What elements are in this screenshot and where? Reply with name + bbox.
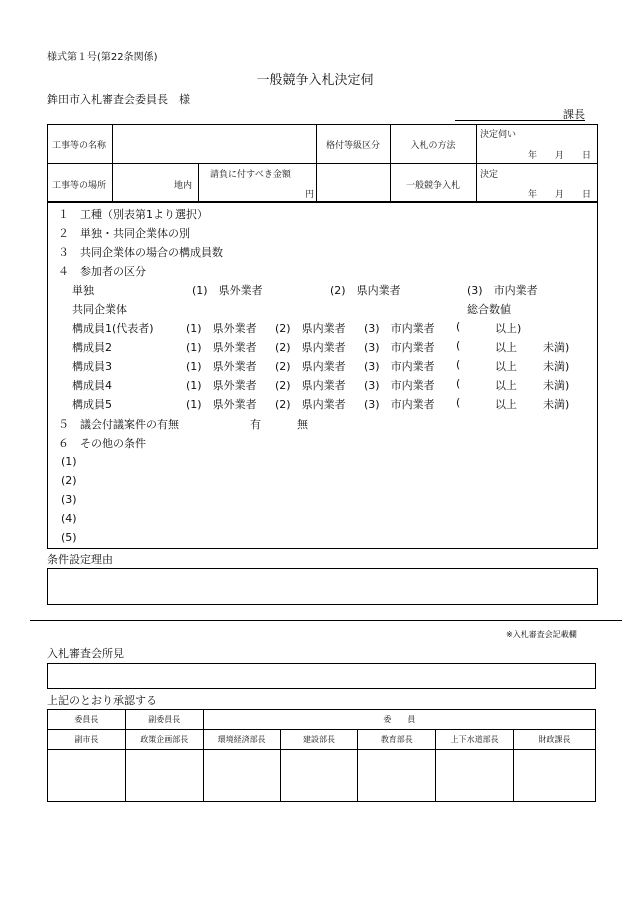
condition-item-1: １ 工種（別表第1より選択） xyxy=(58,208,208,221)
chair-header: 委員長 xyxy=(48,710,126,730)
role-deputy-mayor: 副市長 xyxy=(48,730,126,750)
role-policy-director: 政策企画部長 xyxy=(125,730,203,750)
member-2-label: 構成員2 xyxy=(72,341,112,354)
member-3-open: ( xyxy=(456,358,461,371)
single-option-1: (1) 県外業者 xyxy=(192,284,263,297)
opinion-input-box[interactable] xyxy=(47,663,596,689)
role-finance-chief: 財政課長 xyxy=(514,730,596,750)
form-number: 様式第１号(第22条関係) xyxy=(47,52,158,63)
work-name-label: 工事等の名称 xyxy=(52,141,107,151)
reason-input-box[interactable] xyxy=(47,568,598,605)
council-no: 無 xyxy=(297,418,308,431)
member-1-o3: (3) 市内業者 xyxy=(364,322,435,335)
decision-request-label: 決定伺い xyxy=(480,130,517,140)
condition-item-2: ２ 単独・共同企業体の別 xyxy=(58,227,190,240)
other-condition-4: (4) xyxy=(61,512,77,525)
approval-table xyxy=(47,709,596,802)
date-field-2: 年 月 日 xyxy=(528,190,592,200)
seal-cell-finance-chief[interactable] xyxy=(514,750,596,802)
contract-amount-label: 請負に付すべき金額 xyxy=(210,170,291,180)
members-header: 委 員 xyxy=(203,710,595,730)
role-environment-economy-director: 環境経済部長 xyxy=(203,730,280,750)
member-5-o3: (3) 市内業者 xyxy=(364,398,435,411)
member-4-ijo: 以上 xyxy=(495,379,517,392)
member-5-label: 構成員5 xyxy=(72,398,112,411)
member-3-o3: (3) 市内業者 xyxy=(364,360,435,373)
member-5-miman: 未満) xyxy=(543,398,570,411)
single-option-3: (3) 市内業者 xyxy=(467,284,538,297)
member-2-o2: (2) 県内業者 xyxy=(275,341,346,354)
member-4-open: ( xyxy=(456,377,461,390)
member-5-o2: (2) 県内業者 xyxy=(275,398,346,411)
total-score-label: 総合数値 xyxy=(467,303,511,316)
member-4-o1: (1) 県外業者 xyxy=(186,379,257,392)
member-2-miman: 未満) xyxy=(543,341,570,354)
single-label: 単独 xyxy=(72,284,94,297)
decision-label: 決定 xyxy=(480,170,499,180)
jv-label: 共同企業体 xyxy=(72,303,127,316)
seal-cell-environment-economy-director[interactable] xyxy=(203,750,280,802)
member-4-o3: (3) 市内業者 xyxy=(364,379,435,392)
member-2-ijo: 以上 xyxy=(495,341,517,354)
work-place-label: 工事等の場所 xyxy=(52,181,107,191)
condition-item-4: ４ 参加者の区分 xyxy=(58,265,146,278)
member-5-ijo: 以上 xyxy=(495,398,517,411)
role-construction-director: 建設部長 xyxy=(280,730,358,750)
approval-label: 上記のとおり承認する xyxy=(47,694,157,707)
date-field-1: 年 月 日 xyxy=(528,151,592,161)
member-2-open: ( xyxy=(456,339,461,352)
reason-label: 条件設定理由 xyxy=(47,553,113,566)
member-2-o1: (1) 県外業者 xyxy=(186,341,257,354)
other-condition-3: (3) xyxy=(61,493,77,506)
yen-unit: 円 xyxy=(305,190,315,200)
member-3-o1: (1) 県外業者 xyxy=(186,360,257,373)
page-title: 一般競争入札決定伺 xyxy=(256,73,374,88)
member-1-open: ( xyxy=(456,320,461,333)
council-yes: 有 xyxy=(250,418,261,431)
member-5-open: ( xyxy=(456,396,461,409)
seal-cell-construction-director[interactable] xyxy=(280,750,358,802)
condition-item-3: ３ 共同企業体の場合の構成員数 xyxy=(58,246,223,259)
member-2-o3: (3) 市内業者 xyxy=(364,341,435,354)
method-value: 一般競争入札 xyxy=(405,181,460,191)
member-4-miman: 未満) xyxy=(543,379,570,392)
member-3-ijo: 以上 xyxy=(495,360,517,373)
member-4-o2: (2) 県内業者 xyxy=(275,379,346,392)
member-1-ijo: 以上) xyxy=(495,322,522,335)
vice-chair-header: 副委員長 xyxy=(125,710,203,730)
member-3-label: 構成員3 xyxy=(72,360,112,373)
member-1-o2: (2) 県内業者 xyxy=(275,322,346,335)
member-4-label: 構成員4 xyxy=(72,379,112,392)
role-education-director: 教育部長 xyxy=(358,730,436,750)
other-condition-1: (1) xyxy=(61,455,77,468)
other-condition-5: (5) xyxy=(61,531,77,544)
member-5-o1: (1) 県外業者 xyxy=(186,398,257,411)
single-option-2: (2) 県内業者 xyxy=(330,284,401,297)
method-label: 入札の方法 xyxy=(410,141,456,151)
member-3-miman: 未満) xyxy=(543,360,570,373)
place-suffix: 地内 xyxy=(174,181,193,191)
section-divider xyxy=(30,620,622,621)
condition-item-5: ５ 議会付議案件の有無 xyxy=(58,418,179,431)
member-1-label: 構成員1(代表者) xyxy=(72,322,154,335)
section-chief-label: 課長 xyxy=(563,108,585,121)
addressee: 鉾田市入札審査会委員長 様 xyxy=(47,93,190,106)
role-water-sewer-director: 上下水道部長 xyxy=(436,730,514,750)
member-3-o2: (2) 県内業者 xyxy=(275,360,346,373)
member-1-o1: (1) 県外業者 xyxy=(186,322,257,335)
condition-item-6: ６ その他の条件 xyxy=(58,437,146,450)
committee-note: ※入札審査会記載欄 xyxy=(506,630,577,639)
seal-cell-water-sewer-director[interactable] xyxy=(436,750,514,802)
grade-label: 格付等級区分 xyxy=(325,141,380,151)
other-condition-2: (2) xyxy=(61,474,77,487)
opinion-label: 入札審査会所見 xyxy=(47,647,124,660)
seal-cell-policy-director[interactable] xyxy=(125,750,203,802)
seal-cell-deputy-mayor[interactable] xyxy=(48,750,126,802)
seal-cell-education-director[interactable] xyxy=(358,750,436,802)
